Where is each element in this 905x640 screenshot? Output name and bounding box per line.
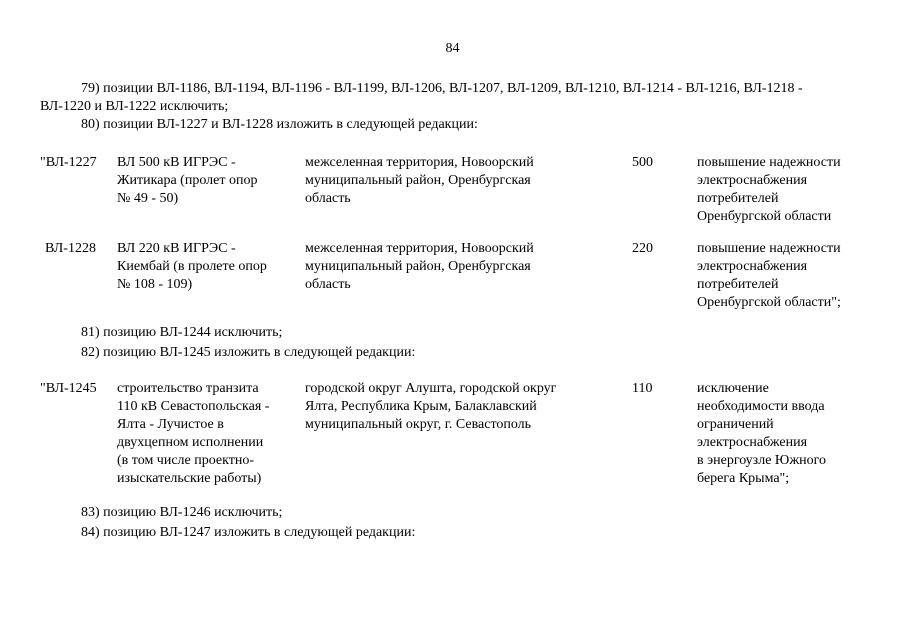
entry-object-name-line: ВЛ 220 кВ ИГРЭС - [117, 241, 236, 256]
entry-object-name-line: № 108 - 109) [117, 277, 193, 292]
entry-purpose-line: повышение надежности [697, 155, 841, 170]
item-79 [40, 80, 870, 116]
item-82-text: 82) позицию ВЛ-1245 изложить в следующей редакции: [81, 345, 416, 360]
entry-territory-line: муниципальный район, Оренбургская [305, 173, 531, 188]
entry-territory-line: городской округ Алушта, городской округ [305, 381, 557, 396]
entry-object-name [117, 154, 297, 208]
entry-purpose-line: Оренбургской области [697, 209, 832, 224]
entry-code: "ВЛ-1245 [40, 381, 97, 396]
entry-territory-line: муниципальный округ, г. Севастополь [305, 417, 532, 432]
entry-object-name-line: ВЛ 500 кВ ИГРЭС - [117, 155, 236, 170]
entry-territory-line: межселенная территория, Новоорский [305, 241, 534, 256]
entry-purpose-line: электроснабжения [697, 435, 808, 450]
entry-purpose-line: ограничений [697, 417, 774, 432]
entry-purpose-line: берега Крыма"; [697, 471, 790, 486]
entry-purpose [697, 380, 867, 488]
entry-object-name-line: Ялта - Лучистое в [117, 417, 224, 432]
entry-voltage: 220 [632, 241, 653, 256]
item-79-line-1: 79) позиции ВЛ-1186, ВЛ-1194, ВЛ-1196 - ВЛ-1199, ВЛ-1206, ВЛ-1207, ВЛ-1209, ВЛ-1210, ВЛ-1214 - ВЛ-1216, ВЛ-1218 - [81, 81, 803, 96]
entry-territory-line: Ялта, Республика Крым, Балаклавский [305, 399, 537, 414]
item-83-text: 83) позицию ВЛ-1246 исключить; [81, 505, 283, 520]
entry-purpose-line: потребителей [697, 277, 779, 292]
entry-object-name-line: строительство транзита [117, 381, 259, 396]
item-80 [40, 116, 870, 134]
entry-purpose-line: Оренбургской области"; [697, 295, 841, 310]
entry-object-name-line: двухцепном исполнении [117, 435, 264, 450]
page-number: 84 [445, 41, 460, 56]
entry-object-name-line: 110 кВ Севастопольская - [117, 399, 270, 414]
entry-territory-line: муниципальный район, Оренбургская [305, 259, 531, 274]
entry-object-name-line: Киембай (в пролете опор [117, 259, 267, 274]
item-81 [40, 324, 870, 342]
entry-territory-line: область [305, 191, 351, 206]
entry-object-name-line: изыскательские работы) [117, 471, 262, 486]
entry-territory-line: межселенная территория, Новоорский [305, 155, 534, 170]
entry-purpose-line: электроснабжения [697, 259, 808, 274]
entry-code: "ВЛ-1227 [40, 155, 97, 170]
entry-purpose [697, 240, 867, 312]
entry-territory [305, 154, 595, 208]
item-83 [40, 504, 870, 522]
entry-purpose-line: в энергоузле Южного [697, 453, 827, 468]
item-84-text: 84) позицию ВЛ-1247 изложить в следующей редакции: [81, 525, 416, 540]
entry-purpose-line: повышение надежности [697, 241, 841, 256]
entry-territory [305, 380, 595, 434]
item-82 [40, 344, 870, 362]
entry-territory [305, 240, 595, 294]
entry-purpose-line: потребителей [697, 191, 779, 206]
entry-voltage: 110 [632, 381, 653, 396]
entry-object-name-line: Житикара (пролет опор [117, 173, 258, 188]
entry-object-name-line: № 49 - 50) [117, 191, 179, 206]
entry-purpose-line: электроснабжения [697, 173, 808, 188]
entry-purpose-line: исключение [697, 381, 769, 396]
entry-voltage: 500 [632, 155, 653, 170]
item-79-line-2: ВЛ-1220 и ВЛ-1222 исключить; [40, 99, 229, 114]
entry-object-name [117, 240, 297, 294]
entry-territory-line: область [305, 277, 351, 292]
entry-code: ВЛ-1228 [45, 241, 96, 256]
item-80-text: 80) позиции ВЛ-1227 и ВЛ-1228 изложить в следующей редакции: [81, 117, 478, 132]
entry-purpose [697, 154, 867, 226]
entry-purpose-line: необходимости ввода [697, 399, 825, 414]
item-81-text: 81) позицию ВЛ-1244 исключить; [81, 325, 283, 340]
entry-object-name [117, 380, 297, 488]
item-84 [40, 524, 870, 542]
entry-object-name-line: (в том числе проектно- [117, 453, 255, 468]
